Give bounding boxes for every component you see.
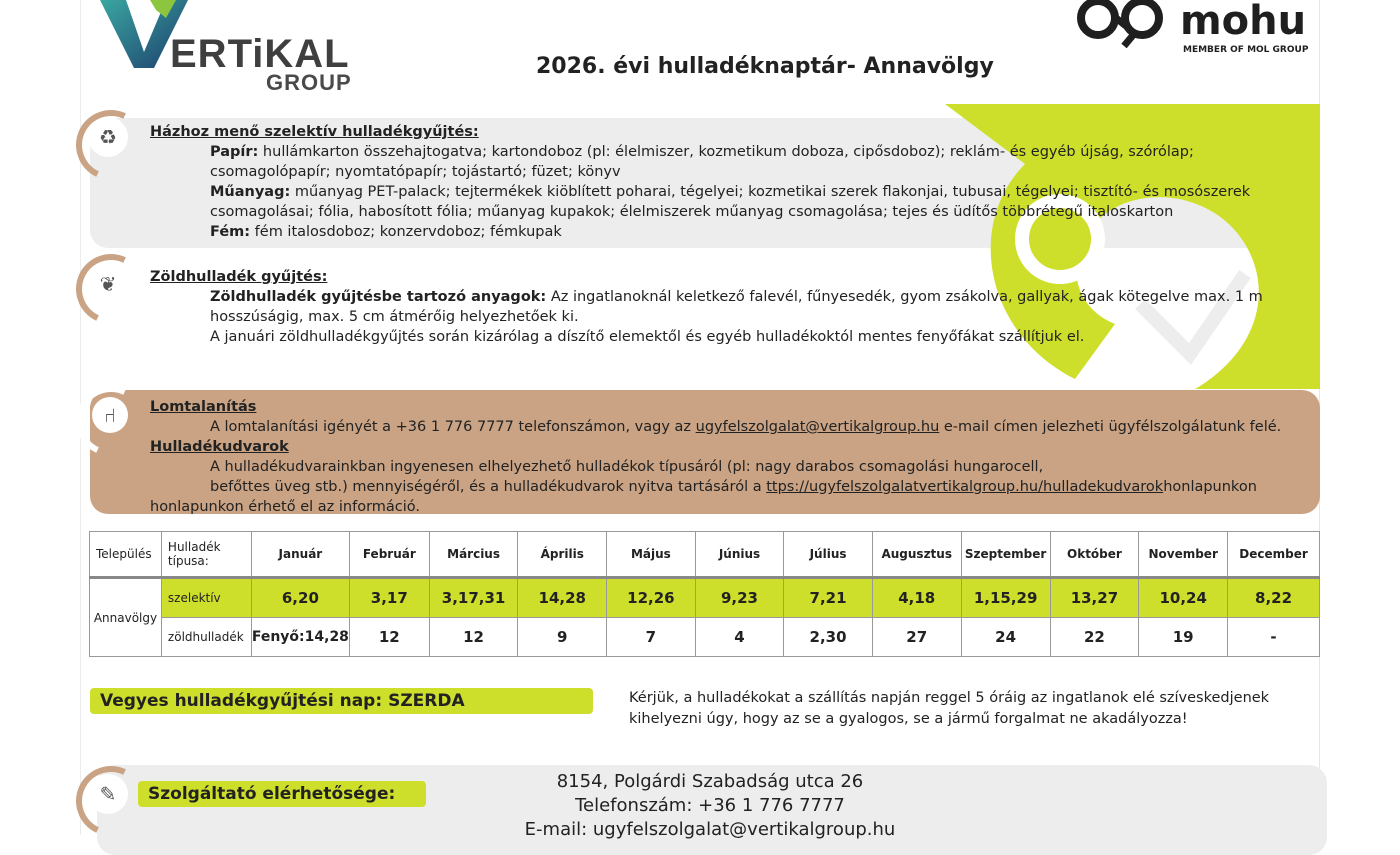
page-title: 2026. évi hulladéknaptár- Annavölgy: [536, 54, 994, 79]
date-cell: 24: [961, 618, 1050, 657]
date-cell: 12: [349, 618, 429, 657]
placement-notice: Kérjük, a hulladékokat a szállítás napján reggel 5 óráig az ingatlanok elé szíveskedjenek kihelyezni úgy, hogy az se a gyalogos, se a jármű forgalmat ne akadályozza!: [629, 690, 1270, 727]
date-cell: 19: [1139, 618, 1228, 657]
header-type: Hulladék típusa:: [161, 532, 251, 578]
header-month: Január: [251, 532, 349, 578]
type-cell: zöldhulladék: [161, 618, 251, 657]
date-cell: 12: [429, 618, 518, 657]
selective-plastic: Műanyag: műanyag PET-palack; tejtermékek kiöblített poharai, tégelyei; kozmetikai szerek flakonjai, tubusai, tégelyei; tisztító- és mosószerek: [210, 184, 1251, 200]
recycle-icon: ♻: [88, 117, 128, 157]
town-cell: Annavölgy: [90, 578, 162, 657]
header-month: Március: [429, 532, 518, 578]
table-row-selective: [90, 578, 1320, 618]
date-cell: 7,21: [784, 578, 873, 618]
left-margin: [0, 0, 81, 835]
chair-icon: ⑁: [92, 397, 128, 433]
date-cell: 6,20: [251, 578, 349, 618]
date-cell: 4: [695, 618, 784, 657]
mohu-logo-subtitle: MEMBER OF MOL GROUP: [1183, 45, 1309, 55]
date-cell: 2,30: [784, 618, 873, 657]
date-cell: 9: [518, 618, 607, 657]
green-materials: Zöldhulladék gyűjtésbe tartozó anyagok: Az ingatlanoknál keletkező falevél, fűnyesedék, gyom zsákolva, gallyak, ágak kötegelve max. 1 m: [210, 289, 1263, 305]
green-january-note: A januári zöldhulladékgyűjtés során kizárólag a díszítő elemektől és egyéb hulladékoktól mentes fenyőfákat szállítjuk el.: [210, 329, 1085, 345]
header-month: Április: [518, 532, 607, 578]
green-materials-cont: hosszúságig, max. 5 cm átmérőig helyezhetőek ki.: [210, 309, 579, 325]
header-month: Május: [607, 532, 696, 578]
selective-heading: Házhoz menő szelektív hulladékgyűjtés:: [150, 124, 479, 140]
header-month: December: [1228, 532, 1320, 578]
mohu-logo-text: mohu: [1180, 0, 1307, 44]
contact-phone: Telefonszám: +36 1 776 7777: [575, 795, 845, 816]
header-town: Település: [90, 532, 162, 578]
date-cell: Fenyő:14,28: [251, 618, 349, 657]
date-cell: 3,17,31: [429, 578, 518, 618]
header-month: Június: [695, 532, 784, 578]
yards-text-cont: befőttes üveg stb.) mennyiségéről, és a hulladékudvarok nyitva tartásáról a ttps://ugyfelszolgalatvertikalgroup.hu/hulladekudvarokhonlapunkon: [210, 479, 1257, 495]
date-cell: 12,26: [607, 578, 696, 618]
header-month: Szeptember: [961, 532, 1050, 578]
yards-text-end: honlapunkon érhető el az információ.: [150, 499, 421, 515]
date-cell: 14,28: [518, 578, 607, 618]
date-cell: 9,23: [695, 578, 784, 618]
header-month: November: [1139, 532, 1228, 578]
date-cell: 4,18: [872, 578, 961, 618]
date-cell: 7: [607, 618, 696, 657]
header-month: Október: [1050, 532, 1139, 578]
date-cell: 22: [1050, 618, 1139, 657]
selective-plastic-cont: csomagolásai; fólia, habosított fólia; műanyag kupakok; élelmiszerek műanyag csomagolása; tejes és üdítős többrétegű italoskarton: [210, 204, 1174, 220]
table-row-green: [90, 618, 1320, 657]
header-month: Február: [349, 532, 429, 578]
selective-metal: Fém: fém italosdoboz; konzervdoboz; fémkupak: [210, 224, 562, 240]
date-cell: 1,15,29: [961, 578, 1050, 618]
table-header-row: [90, 532, 1320, 578]
selective-paper: Papír: hullámkarton összehajtogatva; kartondoboz (pl: élelmiszer, kozmetikum doboza, cipősdoboz); reklám- és egyéb újság, szórólap;: [210, 144, 1194, 160]
date-cell: 10,24: [1139, 578, 1228, 618]
yards-heading: Hulladékudvarok: [150, 439, 289, 455]
mixed-waste-day: Vegyes hulladékgyűjtési nap: SZERDA: [90, 688, 593, 714]
contact-email[interactable]: E-mail: ugyfelszolgalat@vertikalgroup.hu: [524, 819, 896, 840]
calendar-table: [89, 531, 1320, 657]
vertikal-logo-group: GROUP: [266, 70, 352, 95]
bulky-email-link[interactable]: ugyfelszolgalat@vertikalgroup.hu: [695, 419, 940, 435]
bulky-heading: Lomtalanítás: [150, 399, 257, 415]
selective-paper-cont: csomagolópapír; nyomtatópapír; tojástartó; füzet; könyv: [210, 164, 621, 180]
header-month: Augusztus: [872, 532, 961, 578]
date-cell: 13,27: [1050, 578, 1139, 618]
date-cell: -: [1228, 618, 1320, 657]
header-month: Július: [784, 532, 873, 578]
contact-label: Szolgáltató elérhetősége:: [138, 781, 426, 807]
contact-address: 8154, Polgárdi Szabadság utca 26: [556, 771, 864, 792]
edit-icon: ✎: [88, 774, 128, 814]
type-cell: szelektív: [161, 578, 251, 618]
yards-url-link[interactable]: ttps://ugyfelszolgalatvertikalgroup.hu/hulladekudvarok: [766, 479, 1164, 495]
yards-text: A hulladékudvarainkban ingyenesen elhelyezhető hulladékok típusáról (pl: nagy darabos csomagolási hungarocell,: [210, 459, 1044, 475]
vertikal-logo-text: ERTiKAL: [170, 32, 350, 76]
bulky-text: A lomtalanítási igényét a +36 1 776 7777 telefonszámon, vagy az ugyfelszolgalat@vertikalgroup.hu e-mail címen jelezheti ügyfélszolgálatunk felé.: [210, 419, 1282, 435]
green-heading: Zöldhulladék gyűjtés:: [150, 269, 328, 285]
date-cell: 27: [872, 618, 961, 657]
date-cell: 3,17: [349, 578, 429, 618]
leaf-icon: ❦: [88, 264, 128, 304]
date-cell: 8,22: [1228, 578, 1320, 618]
contact-details: [470, 770, 950, 842]
right-margin: [1319, 0, 1400, 835]
